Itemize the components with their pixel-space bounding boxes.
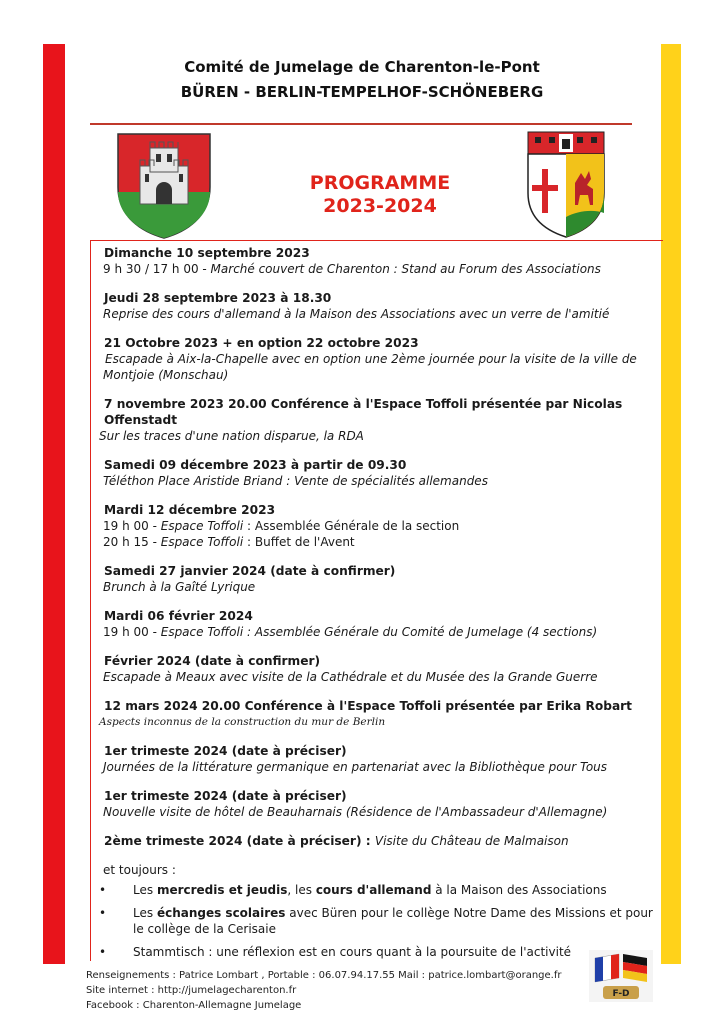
toujours-label: et toujours :	[103, 863, 176, 877]
logo-text: F-D	[612, 989, 630, 999]
footer-facebook: Facebook : Charenton-Allemagne Jumelage	[86, 1000, 302, 1011]
event-item	[97, 502, 661, 550]
event-place: Espace Toffoli	[160, 535, 244, 549]
event-title: Samedi 27 janvier 2024 (date à confirmer)	[104, 564, 396, 578]
event-item	[97, 653, 661, 685]
event-time: 19 h 00 -	[103, 519, 161, 533]
header-cities: BÜREN - BERLIN-TEMPELHOF-SCHÖNEBERG	[180, 83, 544, 101]
event-item	[97, 788, 661, 820]
event-time: 19 h 00 -	[103, 625, 161, 639]
bullet-emphasis: cours d'allemand	[315, 883, 432, 897]
event-title: Février 2024 (date à confirmer)	[104, 654, 321, 668]
event-item	[97, 743, 661, 775]
event-desc: Espace Toffoli : Assemblée Générale du Comité de Jumelage (4 sections)	[160, 625, 598, 639]
crest-bueren-icon	[116, 132, 212, 240]
crest-tempelhof-schoeneberg-icon	[527, 131, 605, 239]
footer-contact-line: Renseignements : Patrice Lombart , Portable : 06.07.94.17.55 Mail : patrice.lombart@orange.fr	[86, 970, 562, 981]
list-item	[97, 944, 661, 960]
events-list	[97, 245, 661, 967]
programme-title	[300, 172, 460, 218]
event-item	[97, 396, 661, 444]
event-item	[97, 290, 661, 322]
programme-years: 2023-2024	[323, 195, 437, 217]
event-item	[97, 608, 661, 640]
event-title: Dimanche 10 septembre 2023	[104, 246, 310, 260]
bullet-icon: •	[99, 906, 107, 920]
event-desc: Escapade à Aix-la-Chapelle avec en option une 2ème journée pour la visite de la ville de Montjoie (Monschau)	[103, 352, 637, 382]
event-title: 2ème trimeste 2024 (date à préciser) :	[104, 834, 375, 848]
event-title: Mardi 12 décembre 2023	[104, 503, 276, 517]
event-title: Mardi 06 février 2024	[104, 609, 253, 623]
event-time: 9 h 30 / 17 h 00 -	[103, 262, 211, 276]
bullet-text: avec Büren pour le collège Notre Dame des Missions et pour le collège de la Cerisaie	[133, 906, 653, 936]
event-place: Espace Toffoli	[160, 519, 244, 533]
footer-contact	[86, 968, 561, 1013]
event-item	[97, 335, 661, 383]
event-desc: Journées de la littérature germanique en partenariat avec la Bibliothèque pour Tous	[103, 760, 608, 774]
bullet-text: Les	[133, 883, 157, 897]
event-desc: Reprise des cours d'allemand à la Maison des Associations avec un verre de l'amitié	[103, 307, 610, 321]
event-desc: Visite du Château de Malmaison	[374, 834, 569, 848]
bullet-icon: •	[99, 945, 107, 959]
ongoing-list	[97, 882, 661, 960]
bullet-text: Les	[133, 906, 157, 920]
list-item	[97, 905, 661, 937]
bullet-text: Stammtisch : une réflexion est en cours quant à la poursuite de l'activité	[133, 945, 572, 959]
event-title: 12 mars 2024 20.00 Conférence à l'Espace Toffoli présentée par Erika Robart	[104, 699, 633, 713]
france-germany-flags-logo-icon	[589, 950, 653, 1002]
event-desc: : Assemblée Générale de la section	[243, 519, 460, 533]
event-title: Samedi 09 décembre 2023 à partir de 09.30	[104, 458, 407, 472]
left-red-stripe	[43, 44, 65, 964]
bullet-emphasis: échanges scolaires	[156, 906, 286, 920]
event-desc: Aspects inconnus de la construction du mur de Berlin	[99, 716, 386, 728]
event-item	[97, 457, 661, 489]
footer-website: Site internet : http://jumelagecharenton.fr	[86, 985, 297, 996]
list-item	[97, 882, 661, 898]
event-item	[97, 833, 661, 849]
event-title: 1er trimeste 2024 (date à préciser)	[104, 789, 347, 803]
programme-word: PROGRAMME	[309, 172, 451, 194]
bullet-text: à la Maison des Associations	[431, 883, 607, 897]
event-title: Jeudi 28 septembre 2023 à 18.30	[104, 291, 332, 305]
bullet-text: , les	[287, 883, 316, 897]
event-item	[97, 563, 661, 595]
event-item	[97, 698, 661, 730]
event-title: 7 novembre 2023 20.00 Conférence à l'Espace Toffoli présentée par Nicolas Offenstadt	[104, 397, 623, 427]
event-desc: Sur les traces d'une nation disparue, la RDA	[99, 429, 364, 443]
event-desc: Téléthon Place Aristide Briand : Vente de spécialités allemandes	[103, 474, 488, 488]
bullet-emphasis: mercredis et jeudis	[156, 883, 288, 897]
header-title: Comité de Jumelage de Charenton-le-Pont	[184, 58, 540, 76]
event-desc: Nouvelle visite de hôtel de Beauharnais (Résidence de l'Ambassadeur d'Allemagne)	[103, 805, 608, 819]
event-desc: Marché couvert de Charenton : Stand au Forum des Associations	[210, 262, 601, 276]
event-desc: : Buffet de l'Avent	[243, 535, 355, 549]
header-divider	[90, 123, 632, 125]
right-yellow-stripe	[661, 44, 681, 964]
event-desc: Brunch à la Gaîté Lyrique	[103, 580, 256, 594]
event-title: 21 Octobre 2023 + en option 22 octobre 2023	[104, 336, 419, 350]
bullet-icon: •	[99, 883, 107, 897]
event-item	[97, 245, 661, 277]
event-time: 20 h 15 -	[103, 535, 161, 549]
event-desc: Escapade à Meaux avec visite de la Cathédrale et du Musée des la Grande Guerre	[103, 670, 598, 684]
event-title: 1er trimeste 2024 (date à préciser)	[104, 744, 347, 758]
